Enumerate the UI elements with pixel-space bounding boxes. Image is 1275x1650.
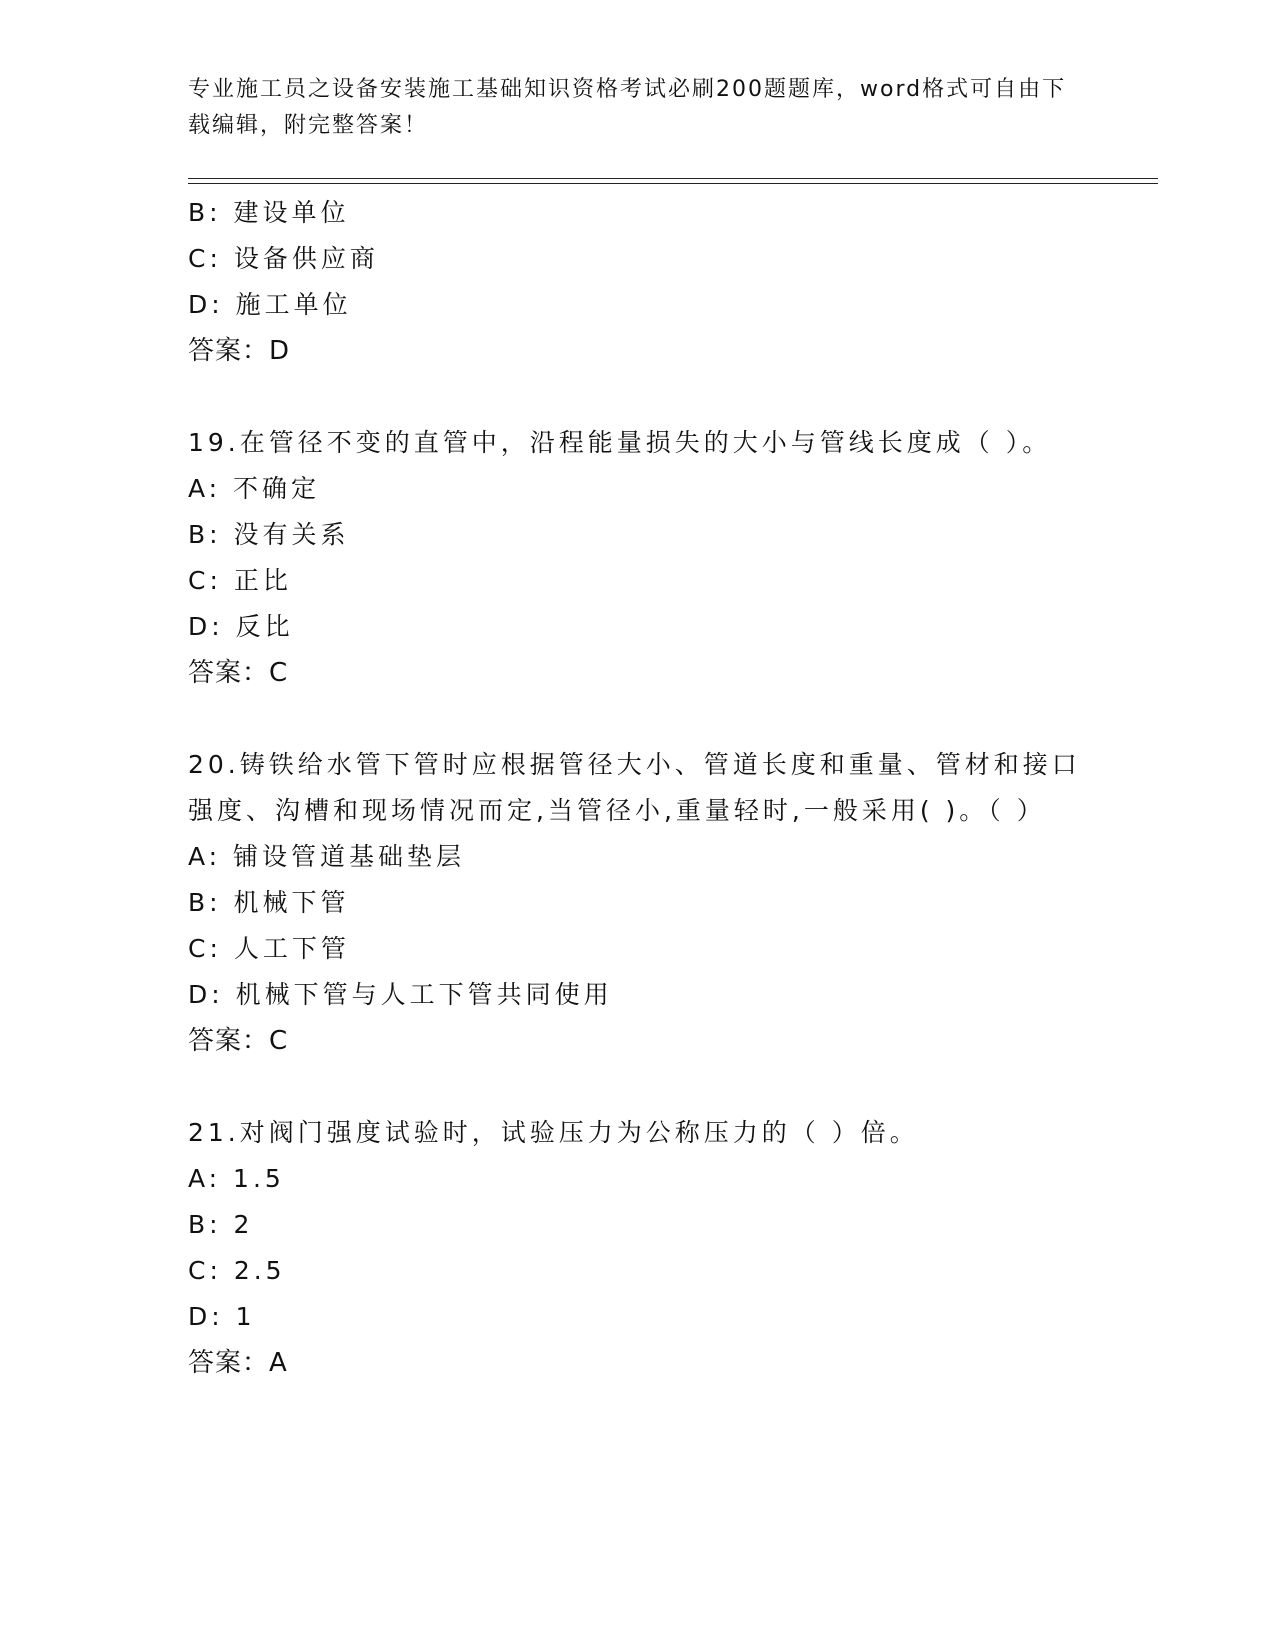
option-a: A: 不确定 <box>188 474 321 503</box>
option-c: C: 设备供应商 <box>188 244 379 273</box>
page-header: 专业施工员之设备安装施工基础知识资格考试必刷200题题库，word格式可自由下载编辑，附完整答案！ <box>188 77 1067 138</box>
option-d: D: 反比 <box>188 612 294 641</box>
answer-label: 答案：D <box>188 336 291 366</box>
question-stem: 20.铸铁给水管下管时应根据管径大小、管道长度和重量、管材和接口强度、沟槽和现场情况而定,当管径小,重量轻时,一般采用( )。（ ） <box>188 750 1081 825</box>
question-19 <box>188 420 1088 696</box>
question-21 <box>188 1110 1088 1386</box>
option-d: D: 1 <box>188 1302 256 1331</box>
option-c: C: 2.5 <box>188 1256 286 1285</box>
option-b: B: 没有关系 <box>188 520 350 549</box>
answer-label: 答案：C <box>188 658 289 688</box>
question-20 <box>188 742 1088 1064</box>
option-d: D: 机械下管与人工下管共同使用 <box>188 980 613 1009</box>
answer-label: 答案：A <box>188 1348 288 1378</box>
option-b: B: 建设单位 <box>188 198 350 227</box>
option-c: C: 正比 <box>188 566 292 595</box>
option-a: A: 铺设管道基础垫层 <box>188 842 466 871</box>
question-stem: 21.对阀门强度试验时，试验压力为公称压力的（ ）倍。 <box>188 1118 919 1147</box>
option-c: C: 人工下管 <box>188 934 350 963</box>
question-stem: 19.在管径不变的直管中，沿程能量损失的大小与管线长度成（ ）。 <box>188 428 1052 457</box>
option-b: B: 2 <box>188 1210 254 1239</box>
header-divider <box>188 178 1158 184</box>
option-a: A: 1.5 <box>188 1164 285 1193</box>
option-b: B: 机械下管 <box>188 888 350 917</box>
answer-label: 答案：C <box>188 1026 289 1056</box>
question-list <box>188 190 1088 1386</box>
option-d: D: 施工单位 <box>188 290 352 319</box>
question-18 <box>188 190 1088 374</box>
